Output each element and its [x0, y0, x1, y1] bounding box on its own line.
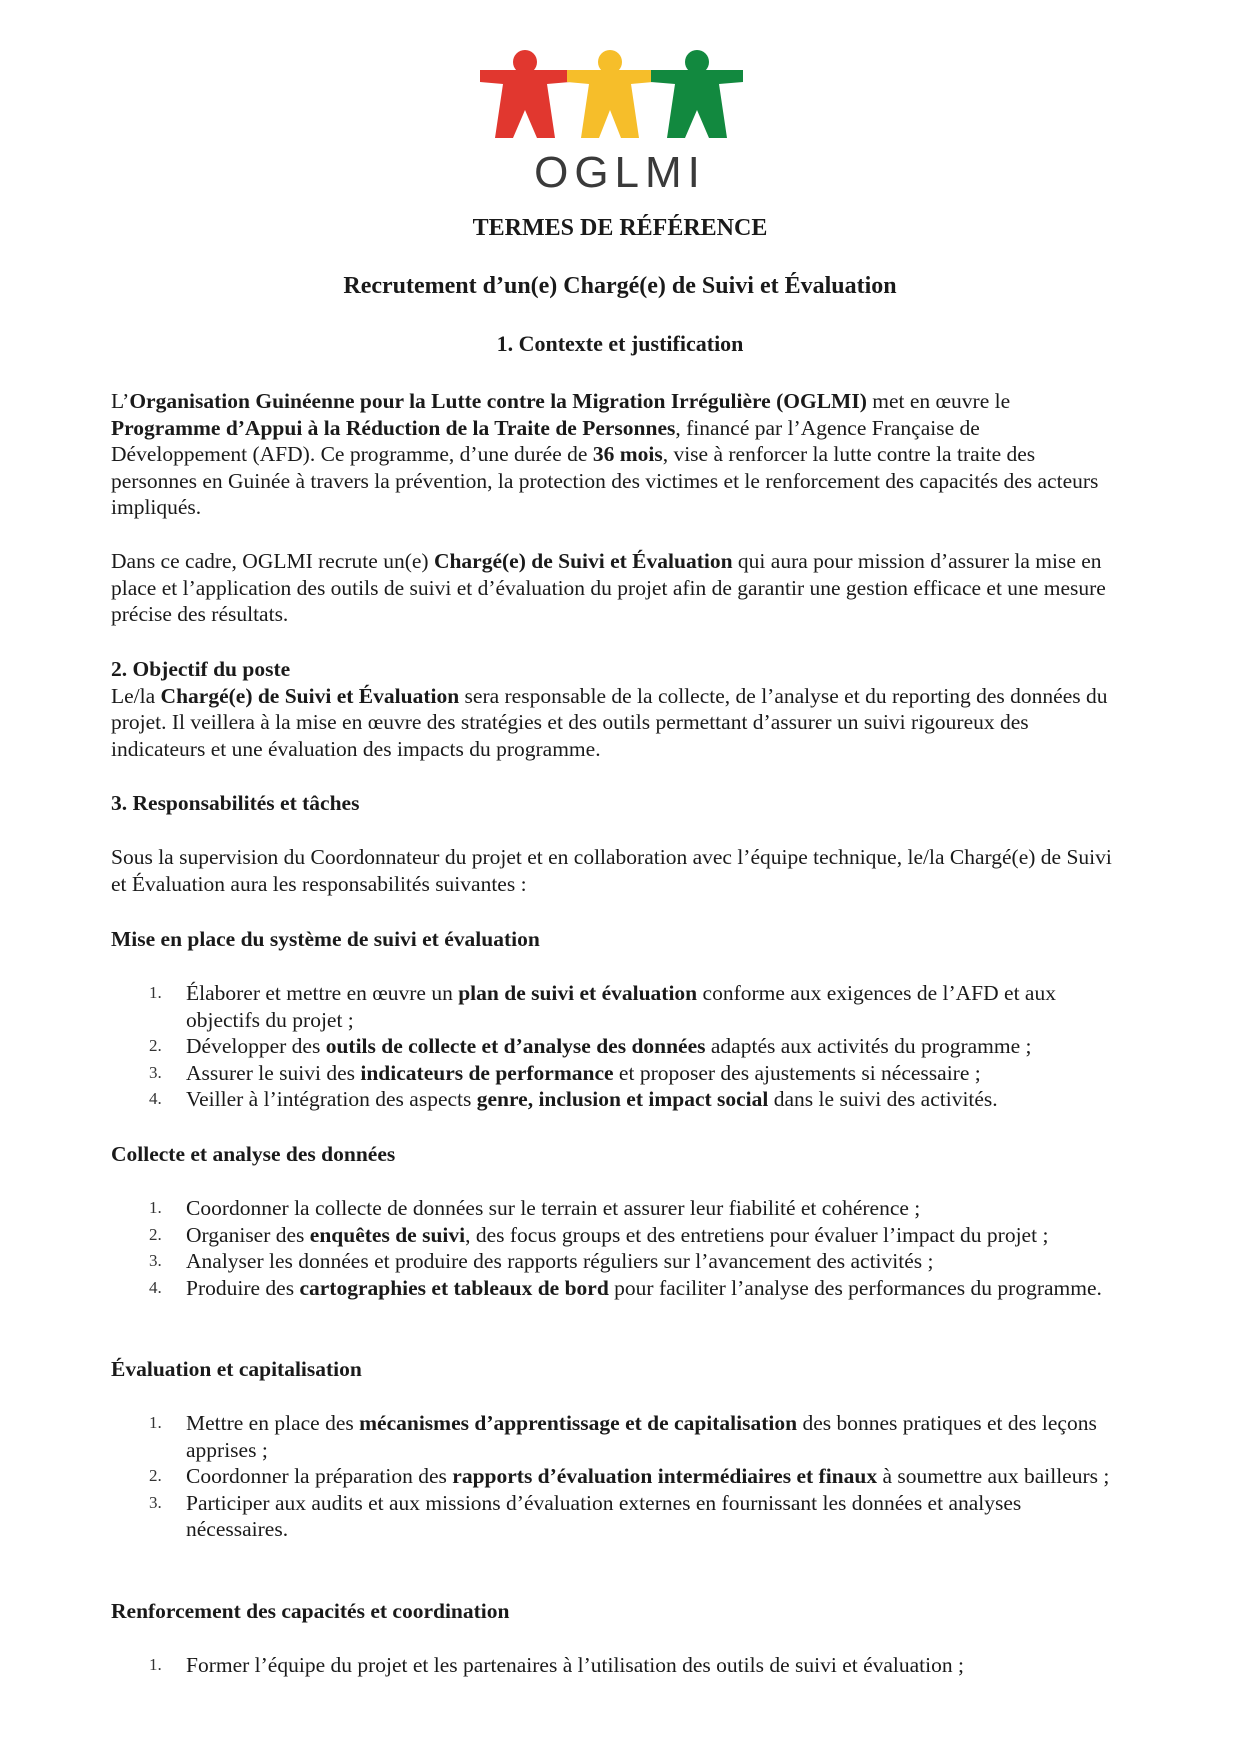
group-4-title: Renforcement des capacités et coordination [111, 1599, 510, 1623]
section-1-paragraph-2: Dans ce cadre, OGLMI recrute un(e) Chargé(e) de Suivi et Évaluation qui aura pour mission d’assurer la mise en place et l’application des outils de suivi et d’évaluation du projet afin de garantir une gestion efficace et une mesure précise des résultats. [111, 549, 1106, 626]
section-2-paragraph: Le/la Chargé(e) de Suivi et Évaluation sera responsable de la collecte, de l’analyse et du reporting des données du projet. Il veillera à la mise en œuvre des stratégies et des outils permettant d’assurer un suivi rigoureux des indicateurs et une évaluation des impacts du programme. [111, 683, 1108, 761]
section-3-heading: 3. Responsabilités et tâches [111, 791, 360, 815]
group-4 [111, 1598, 1121, 1625]
section-3-intro: Sous la supervision du Coordonnateur du projet et en collaboration avec l’équipe technique, le/la Chargé(e) de Suivi et Évaluation aura les responsabilités suivantes : [111, 845, 1112, 896]
document-subtitle: Recrutement d’un(e) Chargé(e) de Suivi et Évaluation [343, 273, 897, 299]
list-item: 4. Produire des cartographies et tableaux de bord pour faciliter l’analyse des performances du programme. [149, 1275, 1102, 1300]
group-3-list [111, 1410, 1121, 1543]
section-2 [111, 656, 1121, 762]
green-figure-icon [651, 50, 743, 138]
list-item: 2. Organiser des enquêtes de suivi, des focus groups et des entretiens pour évaluer l’impact du projet ; [149, 1222, 1049, 1247]
group-1-title: Mise en place du système de suivi et évaluation [111, 927, 540, 951]
group-1 [111, 926, 1121, 953]
people-chain-icon [475, 48, 765, 148]
list-item: 3. Analyser les données et produire des rapports réguliers sur l’avancement des activités ; [149, 1249, 934, 1273]
group-2 [111, 1141, 1121, 1168]
group-3-title: Évaluation et capitalisation [111, 1357, 362, 1381]
list-item: 1. Former l’équipe du projet et les partenaires à l’utilisation des outils de suivi et évaluation ; [149, 1653, 964, 1677]
red-figure-icon [480, 50, 570, 138]
yellow-figure-icon [567, 50, 653, 138]
section-1-heading: 1. Contexte et justification [496, 331, 744, 356]
logo-wordmark: OGLMI [534, 148, 706, 197]
list-item: 1. Élaborer et mettre en œuvre un plan de suivi et évaluation conforme aux exigences de l’AFD et aux objectifs du projet ; [149, 981, 1056, 1032]
group-1-list [111, 980, 1121, 1113]
list-item: 3. Participer aux audits et aux missions d’évaluation externes en fournissant les données et analyses nécessaires. [149, 1490, 1022, 1541]
list-item: 3. Assurer le suivi des indicateurs de performance et proposer des ajustements si nécessaire ; [149, 1060, 981, 1085]
group-4-list [111, 1652, 1121, 1679]
list-item: 1. Mettre en place des mécanismes d’apprentissage et de capitalisation des bonnes pratiques et des leçons apprises ; [149, 1411, 1097, 1462]
list-item: 1. Coordonner la collecte de données sur le terrain et assurer leur fiabilité et cohérence ; [149, 1196, 921, 1220]
oglmi-logo [475, 48, 765, 197]
section-1-paragraph-1: L’Organisation Guinéenne pour la Lutte contre la Migration Irrégulière (OGLMI) met en œuvre le Programme d’Appui à la Réduction de la Traite de Personnes, financé par l’Agence Française de Développement (AFD). Ce programme, d’une durée de 36 mois, vise à renforcer la lutte contre la traite des personnes en Guinée à travers la prévention, la protection des victimes et le renforcement des capacités des acteurs impliqués. [111, 389, 1099, 519]
document-title: TERMES DE RÉFÉRENCE [472, 215, 768, 241]
section-2-heading: 2. Objectif du poste [111, 657, 291, 681]
list-item: 2. Développer des outils de collecte et d’analyse des données adaptés aux activités du programme ; [149, 1034, 1032, 1058]
list-item: 2. Coordonner la préparation des rapports d’évaluation intermédiaires et finaux à soumettre aux bailleurs ; [149, 1464, 1110, 1488]
section-3-heading-block [111, 790, 1121, 817]
group-3 [111, 1356, 1121, 1383]
group-2-list [111, 1195, 1121, 1301]
list-item: 4. Veiller à l’intégration des aspects genre, inclusion et impact social dans le suivi des activités. [149, 1087, 998, 1111]
group-2-title: Collecte et analyse des données [111, 1142, 396, 1166]
